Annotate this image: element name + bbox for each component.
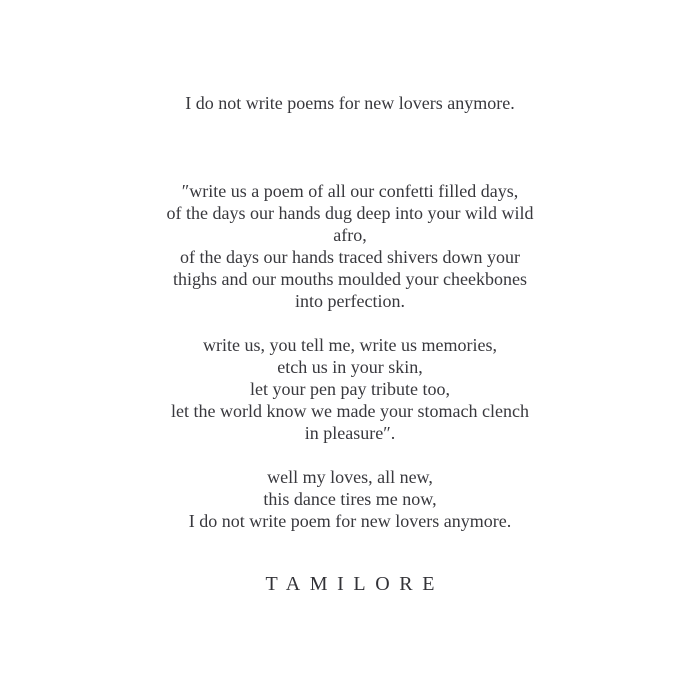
poem-line: into perfection. xyxy=(295,291,405,311)
poem-line: afro, xyxy=(333,225,367,245)
poem-line: write us, you tell me, write us memories, xyxy=(203,335,497,355)
poem-title: I do not write poems for new lovers anymore. xyxy=(185,93,515,113)
poem-line: thighs and our mouths moulded your cheekbones xyxy=(173,269,527,289)
poem-line: ″write us a poem of all our confetti filled days, xyxy=(181,181,519,201)
stanza-3 xyxy=(0,466,700,532)
poem-line: of the days our hands dug deep into your wild wild xyxy=(166,203,534,223)
poem-line: I do not write poem for new lovers anymore. xyxy=(188,511,512,531)
stanza-1 xyxy=(0,180,700,312)
poem-line: etch us in your skin, xyxy=(277,357,423,377)
poem-line: well my loves, all new, xyxy=(267,467,433,487)
poem-line: of the days our hands traced shivers down your xyxy=(180,247,520,267)
poem-line: let your pen pay tribute too, xyxy=(250,379,450,399)
poem-line: this dance tires me now, xyxy=(263,489,437,509)
stanza-2 xyxy=(0,334,700,444)
poem-line: in pleasure″. xyxy=(304,423,396,443)
author-signature: TAMILORE xyxy=(265,573,445,595)
poem-line: let the world know we made your stomach clench xyxy=(171,401,529,421)
